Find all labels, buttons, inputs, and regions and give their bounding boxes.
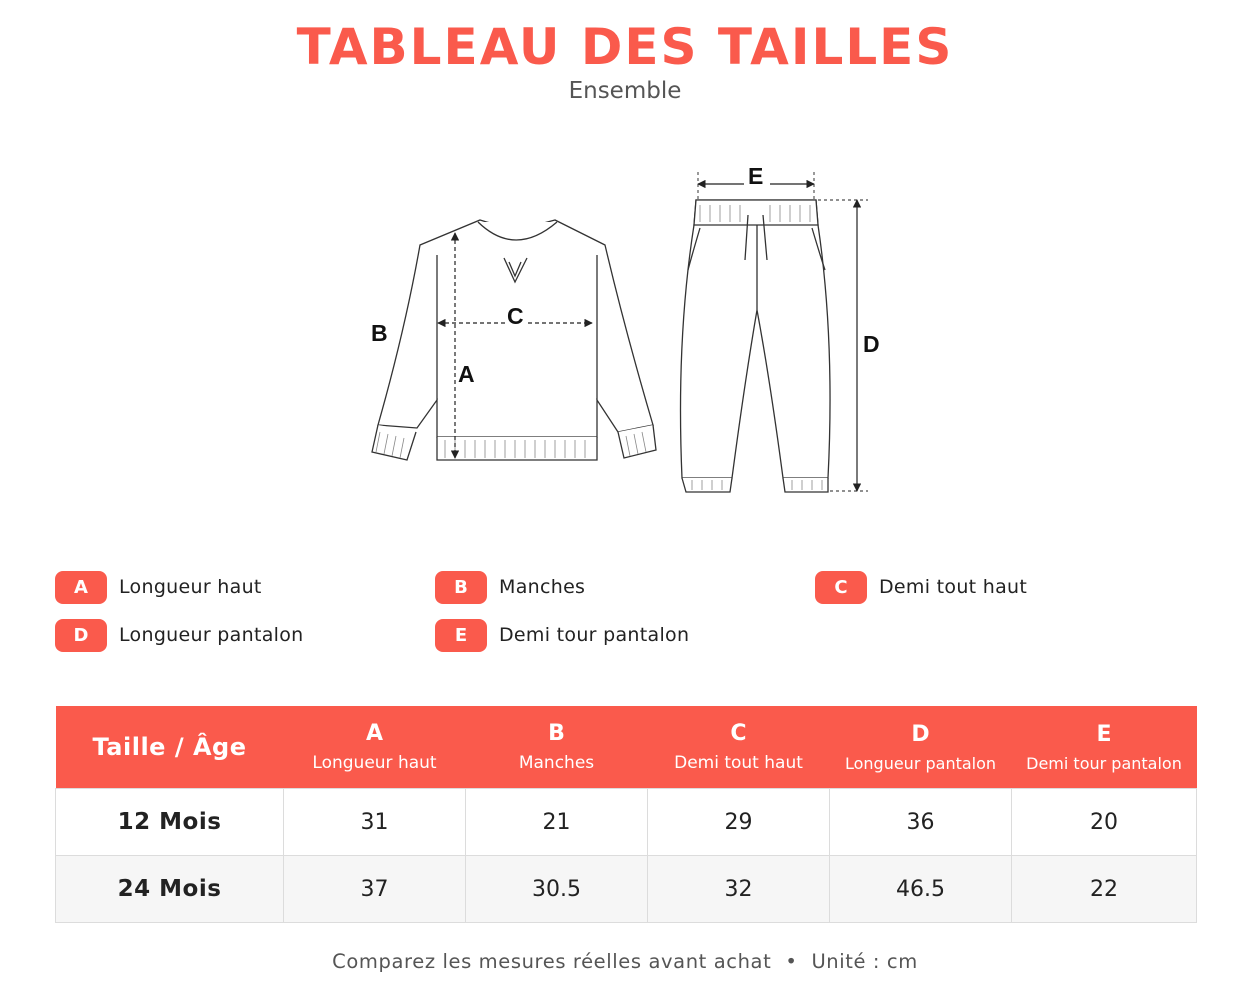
- label-a: A: [458, 361, 475, 387]
- label-b: B: [371, 320, 388, 346]
- table-row: [56, 856, 1197, 923]
- header-col-d: D Longueur pantalon: [830, 706, 1012, 789]
- legend-label: Manches: [499, 576, 586, 598]
- table-cell: 32: [648, 856, 830, 923]
- legend-badge: C: [815, 571, 867, 604]
- row-size-label: 12 Mois: [56, 789, 284, 856]
- table-cell: 31: [284, 789, 466, 856]
- table-cell: 30.5: [466, 856, 648, 923]
- table-cell: 21: [466, 789, 648, 856]
- legend-label: Longueur pantalon: [119, 624, 304, 646]
- table-row: [56, 789, 1197, 856]
- measurement-legend: [55, 570, 1215, 660]
- legend-item-e: [435, 618, 689, 652]
- legend-label: Demi tout haut: [879, 576, 1028, 598]
- legend-badge: A: [55, 571, 107, 604]
- legend-item-a: [55, 570, 262, 604]
- legend-badge: D: [55, 619, 107, 652]
- header-col-e: E Demi tour pantalon: [1012, 706, 1197, 789]
- table-cell: 22: [1012, 856, 1197, 923]
- legend-item-d: [55, 618, 304, 652]
- label-d: D: [863, 331, 880, 357]
- footer-separator: •: [785, 950, 798, 973]
- header-size-age: Taille / Âge: [56, 706, 284, 789]
- footer-unit: Unité : cm: [811, 950, 918, 973]
- sweatshirt-drawing: [372, 220, 656, 460]
- row-size-label: 24 Mois: [56, 856, 284, 923]
- legend-item-b: [435, 570, 585, 604]
- legend-item-c: [815, 570, 1027, 604]
- legend-label: Demi tour pantalon: [499, 624, 690, 646]
- legend-badge: E: [435, 619, 487, 652]
- garment-illustration: [360, 155, 880, 505]
- footer-text: Comparez les mesures réelles avant achat: [332, 950, 772, 973]
- label-e: E: [748, 163, 764, 189]
- header-col-b: B Manches: [466, 706, 648, 789]
- label-c: C: [507, 303, 524, 329]
- table-cell: 37: [284, 856, 466, 923]
- table-cell: 20: [1012, 789, 1197, 856]
- pants-drawing: [681, 200, 831, 492]
- footer-note: [0, 950, 1250, 973]
- page-title: TABLEAU DES TAILLES: [296, 18, 954, 76]
- header-col-a: A Longueur haut: [284, 706, 466, 789]
- legend-badge: B: [435, 571, 487, 604]
- page-subtitle: Ensemble: [568, 78, 682, 104]
- table-cell: 36: [830, 789, 1012, 856]
- table-cell: 46.5: [830, 856, 1012, 923]
- table-cell: 29: [648, 789, 830, 856]
- legend-label: Longueur haut: [119, 576, 262, 598]
- header-col-c: C Demi tout haut: [648, 706, 830, 789]
- table-header-row: [56, 706, 1197, 789]
- size-table: [55, 706, 1197, 923]
